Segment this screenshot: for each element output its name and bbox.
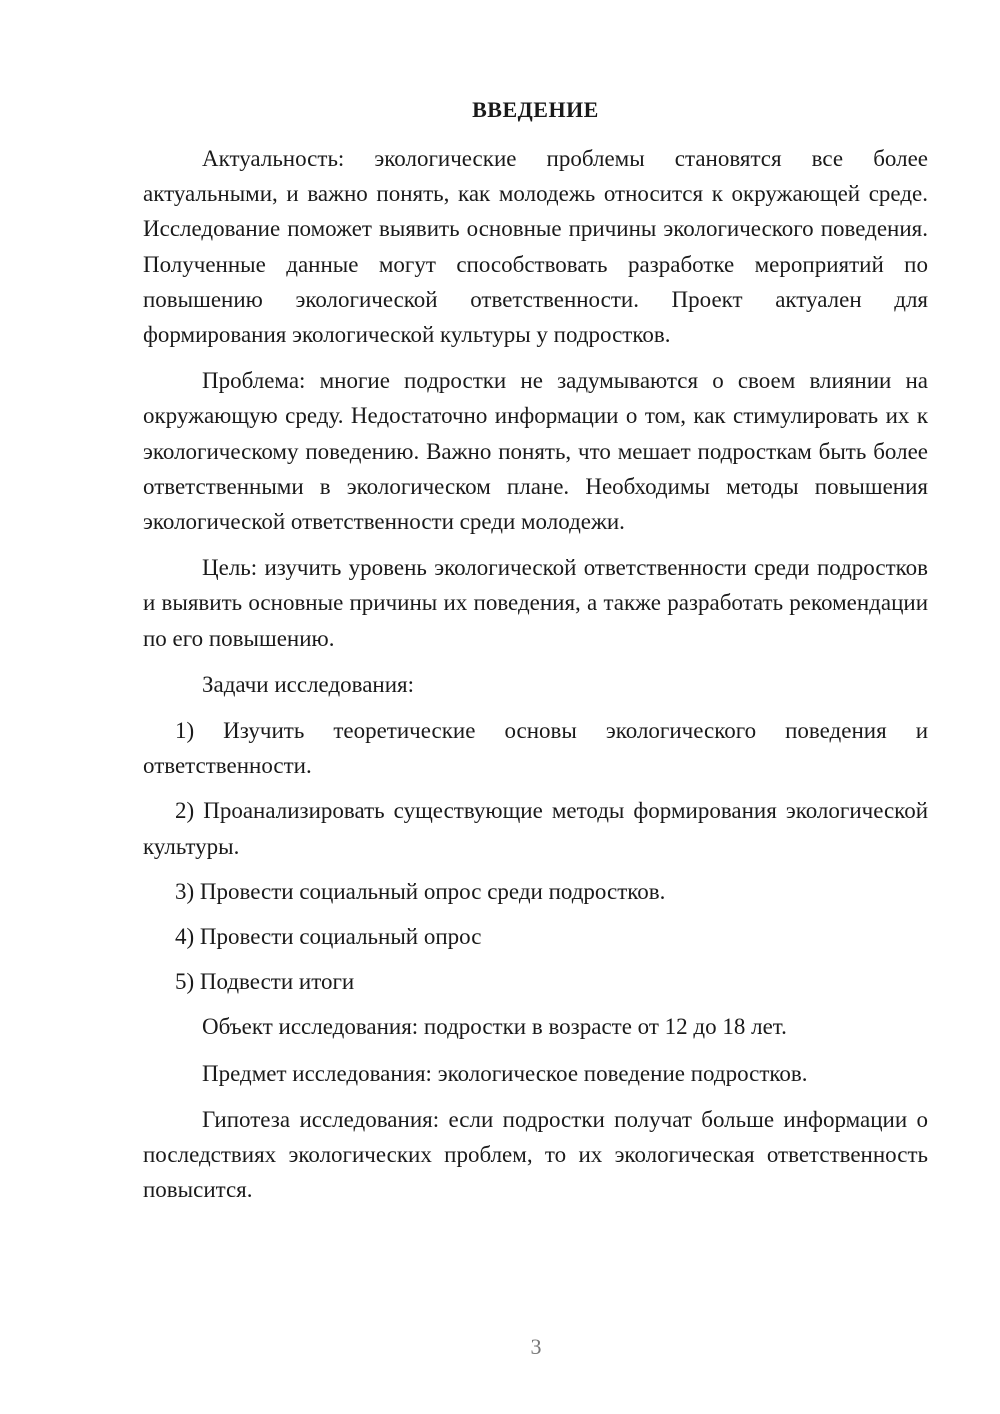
section-title: ВВЕДЕНИЕ [472, 97, 599, 122]
task-item-4: 4) Провести социальный опрос [175, 924, 482, 950]
paragraph-tasks-heading: Задачи исследования: [202, 671, 415, 697]
paragraph-goal: Цель: изучить уровень экологической ответственности среди подростков и выявить основные причины их поведения, а также разработать рекомендации по его повышению. [143, 555, 928, 651]
paragraph-subject: Предмет исследования: экологическое поведение подростков. [202, 1060, 808, 1086]
document-body [143, 92, 928, 1218]
page-number: 3 [530, 1334, 542, 1359]
paragraph-problem: Проблема: многие подростки не задумываются о своем влиянии на окружающую среду. Недостаточно информации о том, как стимулировать их к экологическому поведению. Важно понять, что мешает подросткам быть более ответственными в экологическом плане. Необходимы методы повышения экологической ответственности среди молодежи. [143, 368, 928, 535]
paragraph-object: Объект исследования: подростки в возрасте от 12 до 18 лет. [202, 1014, 787, 1040]
paragraph-relevance: Актуальность: экологические проблемы становятся все более актуальными, и важно понять, как молодежь относится к окружающей среде. Исследование поможет выявить основные причины экологического поведения. Полученные данные могут способствовать разработке мероприятий по повышению экологической ответственности. Проект актуален для формирования экологической культуры у подростков. [143, 146, 928, 348]
task-item-1: 1) Изучить теоретические основы экологического поведения и ответственности. [143, 718, 928, 779]
task-item-5: 5) Подвести итоги [175, 969, 355, 995]
task-item-2: 2) Проанализировать существующие методы формирования экологической культуры. [143, 798, 928, 859]
task-item-3: 3) Провести социальный опрос среди подростков. [175, 878, 666, 904]
paragraph-hypothesis: Гипотеза исследования: если подростки получат больше информации о последствиях экологических проблем, то их экологическая ответственность повысится. [143, 1106, 928, 1203]
